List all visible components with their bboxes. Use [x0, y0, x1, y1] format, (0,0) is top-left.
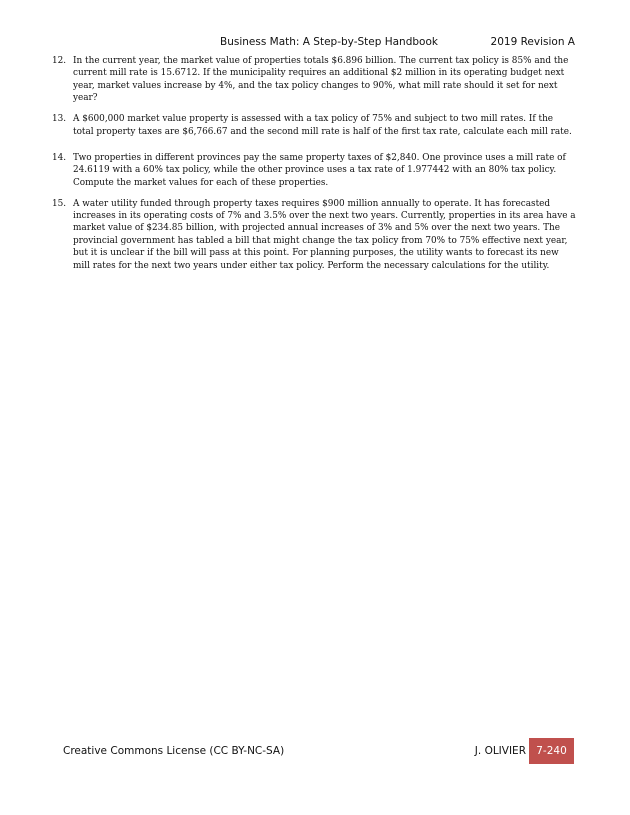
page-footer [0, 738, 630, 764]
exercise-item [52, 55, 576, 105]
exercise-item [52, 152, 576, 189]
exercise-number: 14. [52, 152, 67, 163]
page-number-badge: 7-240 [529, 738, 574, 764]
exercise-number: 12. [52, 56, 67, 66]
exercise-text: Two properties in different provinces pay the same property taxes of $2,840. One province uses a mill rate of 24.6119 with a 60% tax policy, while the other province uses a tax rate of 1.977442 with an 80% tax policy. Compute the market values for each of these properties. [73, 152, 566, 188]
exercise-list [52, 55, 576, 281]
exercise-number: 15. [52, 198, 67, 209]
exercise-text: In the current year, the market value of properties totals $6.896 billion. The current tax policy is 85% and the current mill rate is 15.6712. If the municipality requires an additional $2 million in its operating budget next year, market values increase by 4%, and the tax policy changes to 90%, what mill rate should it set for next year? [73, 56, 569, 104]
exercise-text: A water utility funded through property taxes requires $900 million annually to operate. It has forecasted increases in its operating costs of 7% and 3.5% over the next two years. Currently, properties in its area have a market value of $234.85 billion, with projected annual increases of 3% and 5% over the next two years. The provincial government has tabled a bill that might change the tax policy from 70% to 75% effective next year, but it is unclear if the bill will pass at this point. For planning purposes, the utility wants to forecast its new mill rates for the next two years under either tax policy. Perform the necessary calculations for the utility. [73, 198, 576, 271]
license-text: Creative Commons License (CC BY-NC-SA) [63, 745, 285, 757]
revision-label: 2019 Revision A [490, 36, 575, 48]
author-name: J. OLIVIER [474, 745, 526, 757]
exercise-number: 13. [52, 114, 67, 125]
exercise-item [52, 113, 576, 138]
page-header [0, 36, 630, 52]
exercise-item [52, 198, 576, 272]
exercise-text: A $600,000 market value property is assessed with a tax policy of 75% and subject to two mill rates. If the total property taxes are $6,766.67 and the second mill rate is half of the first tax rate, calculate each mill rate. [73, 114, 572, 137]
book-title: Business Math: A Step-by-Step Handbook [220, 36, 438, 48]
